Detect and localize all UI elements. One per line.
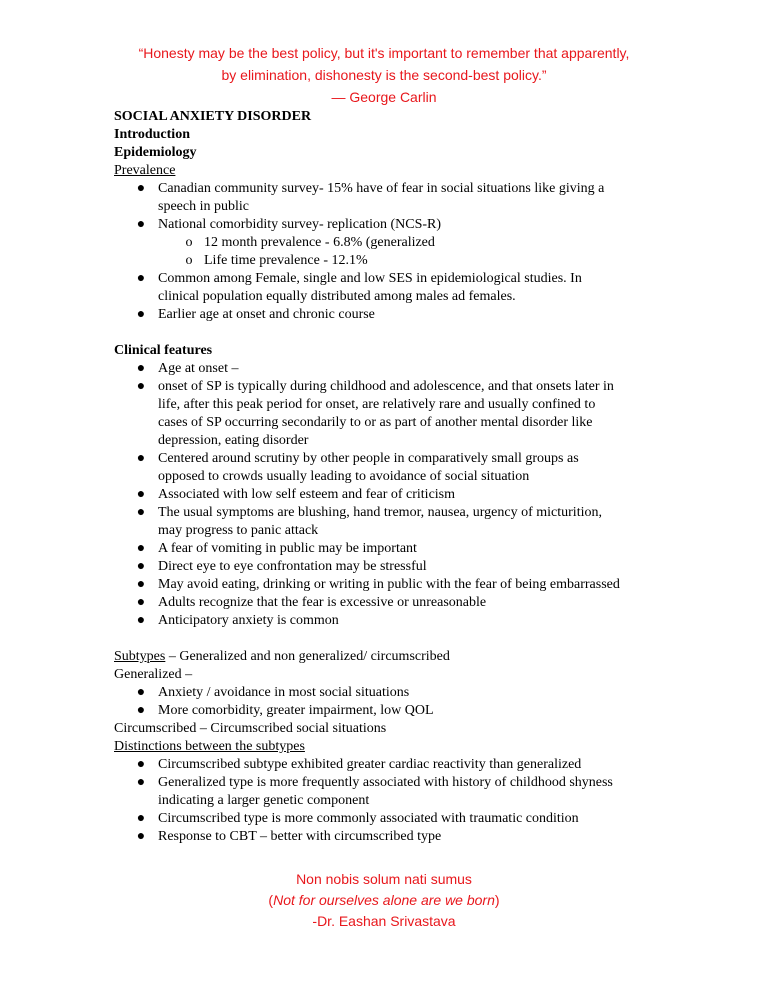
- clinical-item-8: May avoid eating, drinking or writing in public with the fear of being embarrassed: [158, 577, 620, 592]
- sub-bullet-icon: o: [185, 235, 193, 250]
- header-quote-line-2: by elimination, dishonesty is the second-best policy.”: [221, 67, 547, 83]
- clinical-item-1: Age at onset –: [158, 361, 239, 376]
- header-quote-line-1: “Honesty may be the best policy, but it's important to remember that apparently,: [138, 45, 630, 61]
- clinical-item-7: Direct eye to eye confrontation may be stressful: [158, 559, 427, 574]
- clinical-item-4: Associated with low self esteem and fear of criticism: [158, 487, 456, 502]
- heading-prevalence: Prevalence: [114, 163, 176, 178]
- document-title: SOCIAL ANXIETY DISORDER: [114, 109, 312, 124]
- clinical-item-5: The usual symptoms are blushing, hand tremor, nausea, urgency of micturition,: [158, 505, 602, 520]
- bullet-icon: ●: [136, 757, 146, 772]
- footer-translation-text: Not for ourselves alone are we born: [273, 892, 495, 908]
- bullet-icon: ●: [136, 181, 146, 196]
- prevalence-item-4: Earlier age at onset and chronic course: [158, 307, 375, 322]
- distinction-item-4: Response to CBT – better with circumscribed type: [158, 829, 442, 844]
- footer-author: -Dr. Eashan Srivastava: [312, 913, 456, 929]
- distinctions-heading: Distinctions between the subtypes: [114, 739, 305, 754]
- subtypes-label: Subtypes: [114, 649, 166, 664]
- bullet-icon: ●: [136, 361, 146, 376]
- footer-paren-open: (: [268, 892, 274, 908]
- prevalence-item-2: National comorbidity survey- replication (NCS-R): [158, 217, 442, 232]
- generalized-item-1: Anxiety / avoidance in most social situations: [158, 685, 410, 700]
- bullet-icon: ●: [136, 217, 146, 232]
- bullet-icon: ●: [136, 451, 146, 466]
- bullet-icon: ●: [136, 541, 146, 556]
- bullet-icon: ●: [136, 685, 146, 700]
- footer-translation: [0, 891, 768, 909]
- prevalence-item-1: Canadian community survey- 15% have of fear in social situations like giving a: [158, 181, 605, 196]
- prevalence-item-1-cont: speech in public: [158, 199, 249, 214]
- prevalence-subitem-1: 12 month prevalence - 6.8% (generalized: [204, 235, 435, 250]
- footer-paren-close: ): [494, 892, 500, 908]
- generalized-heading: Generalized –: [114, 667, 193, 682]
- distinction-item-2: Generalized type is more frequently associated with history of childhood shyness: [158, 775, 613, 790]
- clinical-item-6: A fear of vomiting in public may be important: [158, 541, 417, 556]
- bullet-icon: ●: [136, 271, 146, 286]
- bullet-icon: ●: [136, 703, 146, 718]
- bullet-icon: ●: [136, 775, 146, 790]
- clinical-item-10: Anticipatory anxiety is common: [158, 613, 339, 628]
- clinical-item-9: Adults recognize that the fear is excessive or unreasonable: [158, 595, 487, 610]
- clinical-item-2: onset of SP is typically during childhood and adolescence, and that onsets later in: [158, 379, 614, 394]
- bullet-icon: ●: [136, 613, 146, 628]
- bullet-icon: ●: [136, 307, 146, 322]
- subtypes-line: [114, 648, 450, 666]
- clinical-item-2-cont: life, after this peak period for onset, are relatively rare and usually confined to: [158, 397, 596, 412]
- bullet-icon: ●: [136, 505, 146, 520]
- distinction-item-2-cont: indicating a larger genetic component: [158, 793, 370, 808]
- distinction-item-3: Circumscribed type is more commonly associated with traumatic condition: [158, 811, 579, 826]
- bullet-icon: ●: [136, 829, 146, 844]
- heading-epidemiology: Epidemiology: [114, 145, 197, 160]
- prevalence-item-3-cont: clinical population equally distributed among males ad females.: [158, 289, 516, 304]
- prevalence-subitem-2: Life time prevalence - 12.1%: [204, 253, 368, 268]
- footer-latin-motto: Non nobis solum nati sumus: [296, 871, 472, 887]
- bullet-icon: ●: [136, 559, 146, 574]
- generalized-item-2: More comorbidity, greater impairment, low QOL: [158, 703, 434, 718]
- bullet-icon: ●: [136, 487, 146, 502]
- distinction-item-1: Circumscribed subtype exhibited greater cardiac reactivity than generalized: [158, 757, 582, 772]
- heading-clinical-features: Clinical features: [114, 343, 213, 358]
- prevalence-item-3: Common among Female, single and low SES in epidemiological studies. In: [158, 271, 582, 286]
- heading-introduction: Introduction: [114, 127, 190, 142]
- bullet-icon: ●: [136, 811, 146, 826]
- bullet-icon: ●: [136, 577, 146, 592]
- circumscribed-heading: Circumscribed – Circumscribed social situations: [114, 721, 387, 736]
- bullet-icon: ●: [136, 379, 146, 394]
- clinical-item-3: Centered around scrutiny by other people in comparatively small groups as: [158, 451, 579, 466]
- sub-bullet-icon: o: [185, 253, 193, 268]
- subtypes-text: – Generalized and non generalized/ circumscribed: [165, 649, 450, 664]
- clinical-item-3-cont: opposed to crowds usually leading to avoidance of social situation: [158, 469, 530, 484]
- header-quote-author: — George Carlin: [331, 89, 437, 105]
- clinical-item-2-cont: cases of SP occurring secondarily to or as part of another mental disorder like: [158, 415, 593, 430]
- clinical-item-2-cont: depression, eating disorder: [158, 433, 309, 448]
- clinical-item-5-cont: may progress to panic attack: [158, 523, 319, 538]
- bullet-icon: ●: [136, 595, 146, 610]
